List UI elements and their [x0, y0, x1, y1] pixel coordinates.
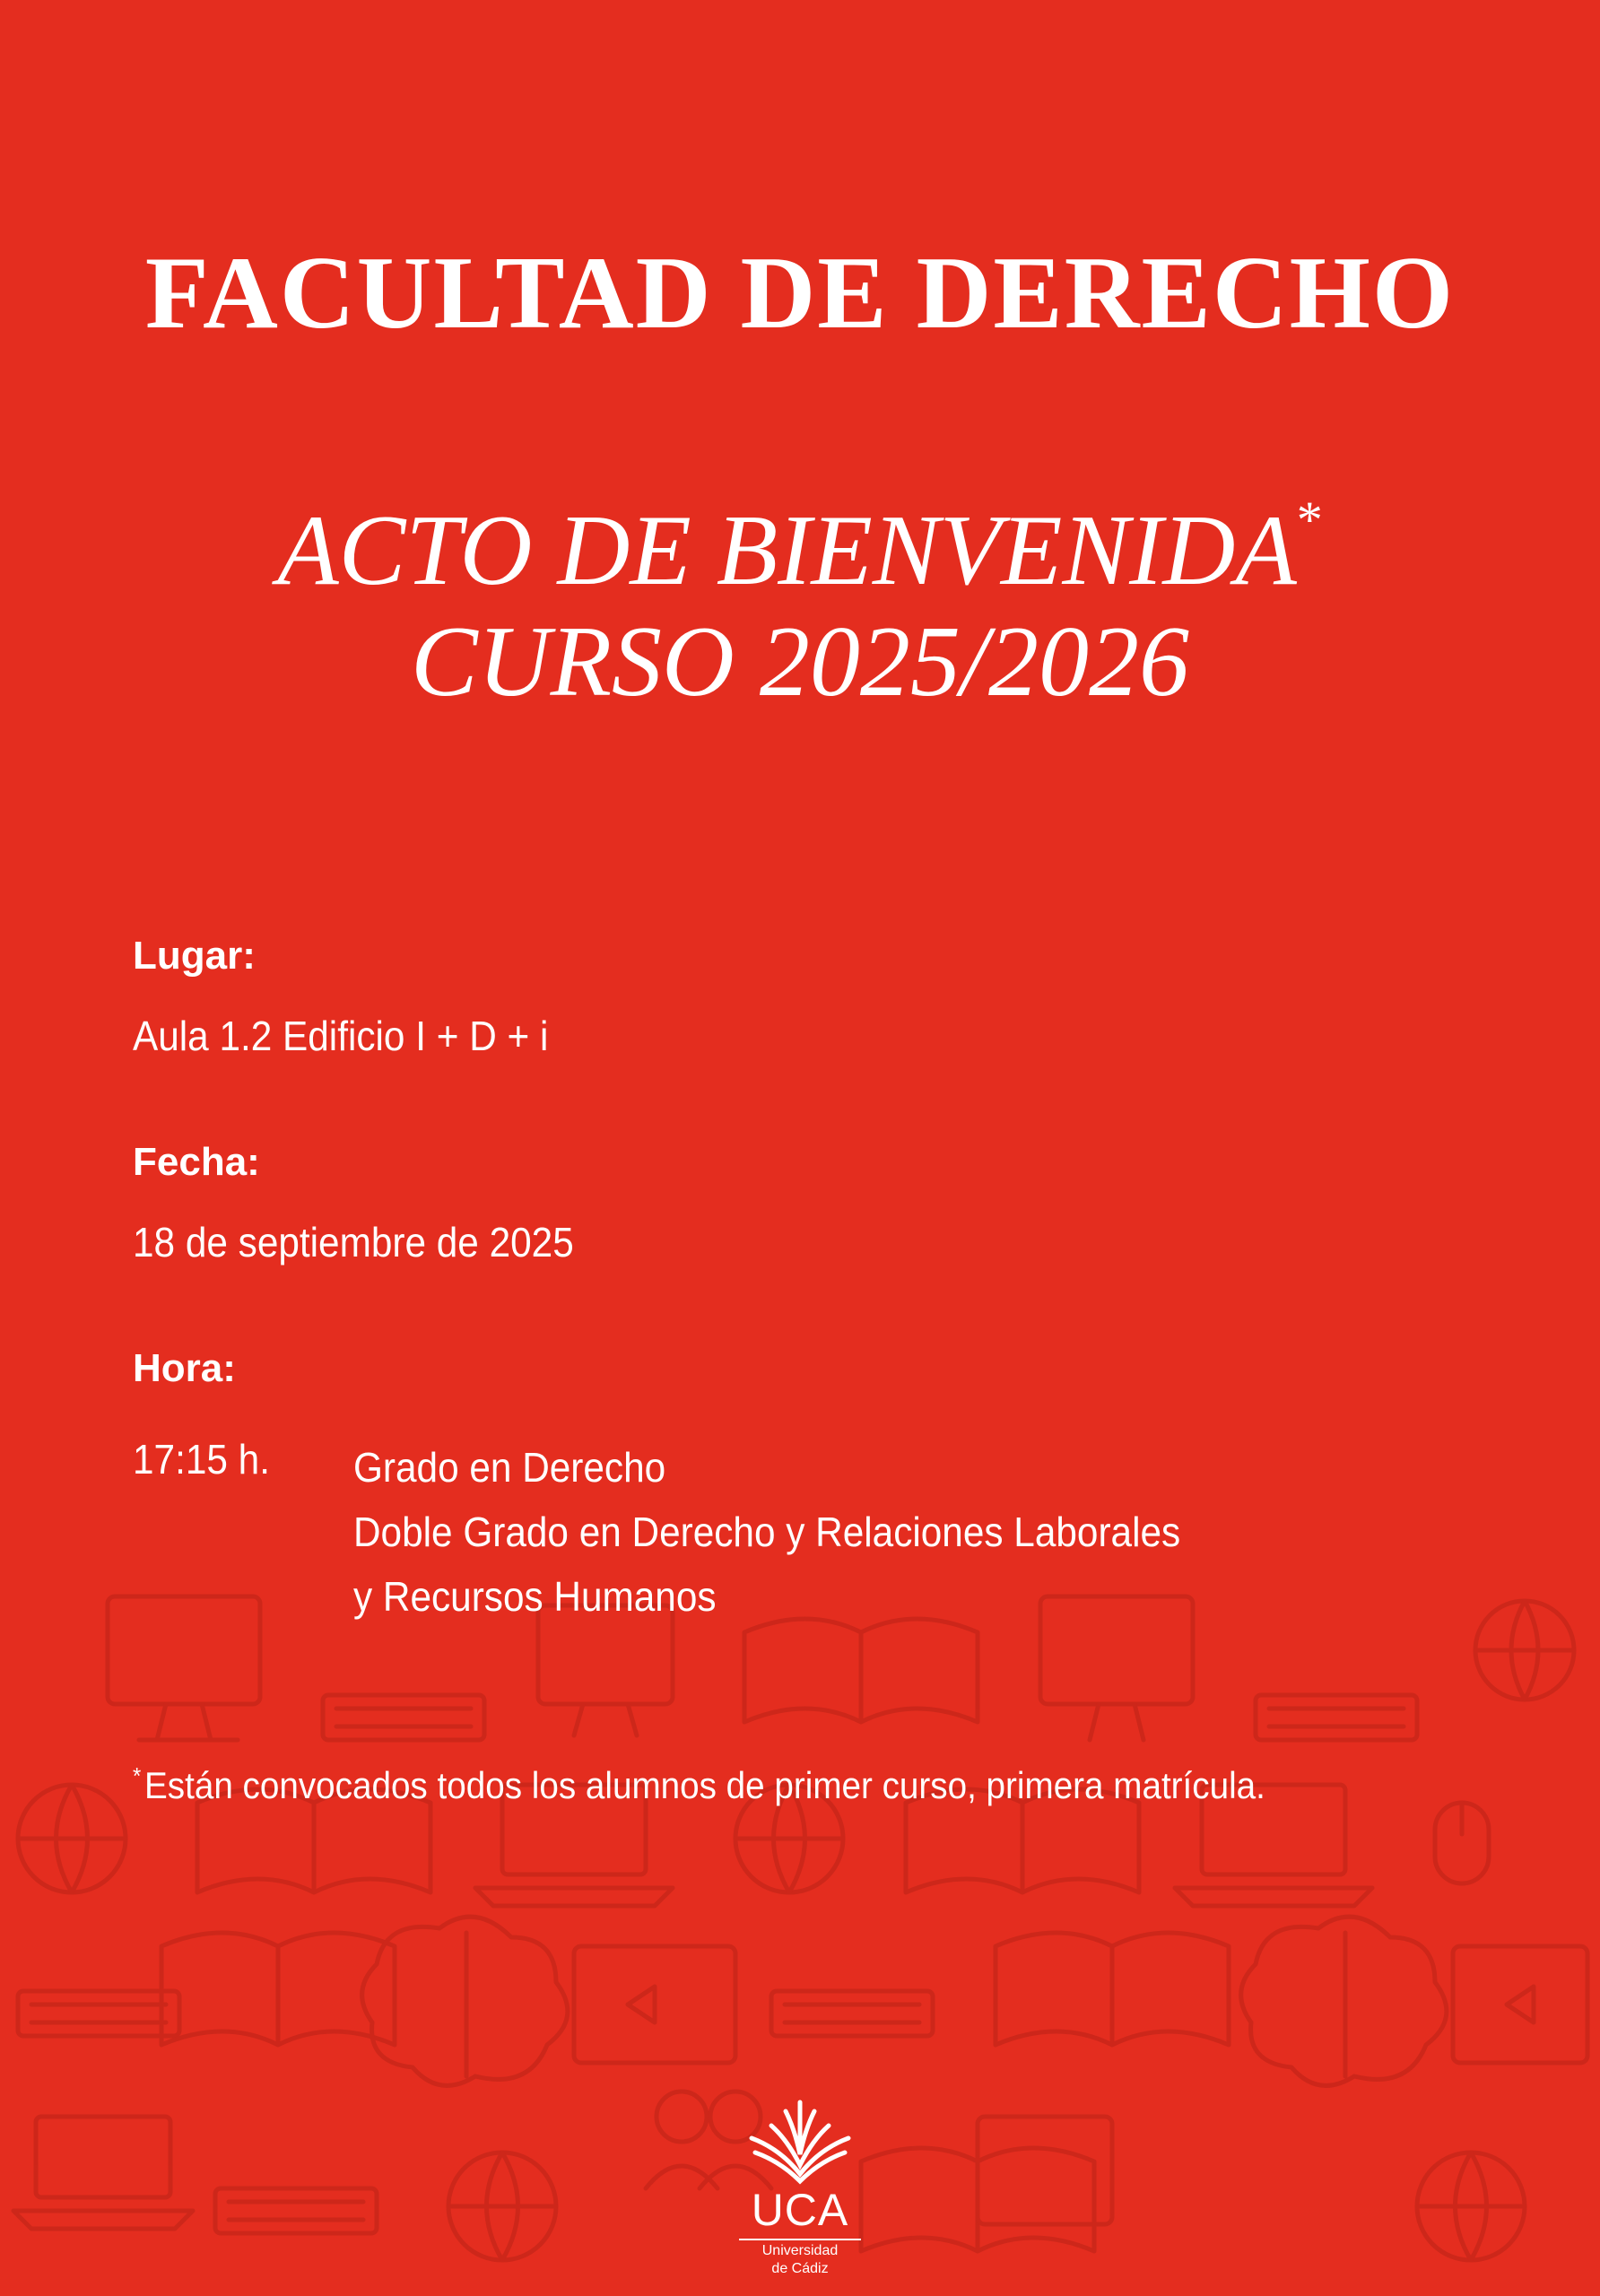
uca-name	[717, 2242, 883, 2278]
book-icon	[996, 1933, 1229, 2045]
keyboard-icon	[215, 2188, 377, 2233]
fecha-label: Fecha:	[133, 1140, 260, 1184]
uca-emblem-icon	[744, 2099, 856, 2185]
book-icon	[744, 1619, 978, 1722]
book-icon	[161, 1933, 395, 2045]
event-heading	[0, 465, 1600, 718]
logo-divider	[739, 2239, 861, 2240]
monitor-icon	[574, 1946, 735, 2063]
lugar-value: Aula 1.2 Edificio I + D + i	[133, 1013, 549, 1059]
mouse-icon	[1435, 1803, 1489, 1883]
laptop-icon	[13, 2117, 193, 2229]
brain-icon	[1241, 1917, 1447, 2085]
globe-icon	[18, 1785, 126, 1892]
uca-acronym: UCA	[751, 2185, 849, 2235]
event-title-line	[0, 465, 1600, 606]
uca-logo	[717, 2099, 883, 2278]
program-item: Grado en Derecho	[353, 1444, 666, 1491]
keyboard-icon	[18, 1991, 179, 2036]
footnote	[133, 1751, 1265, 1811]
uca-name-line2: de Cádiz	[771, 2261, 829, 2276]
globe-icon	[1475, 1601, 1574, 1700]
monitor-icon	[108, 1596, 260, 1740]
globe-icon	[1417, 2152, 1525, 2260]
program-item: y Recursos Humanos	[353, 1573, 717, 1620]
faculty-title: FACULTAD DE DERECHO	[144, 236, 1456, 351]
event-asterisk: *	[1296, 491, 1323, 549]
event-course: CURSO 2025/2026	[411, 606, 1189, 718]
footnote-text: Están convocados todos los alumnos de primer curso, primera matrícula.	[143, 1764, 1265, 1806]
keyboard-icon	[323, 1695, 484, 1740]
hora-time: 17:15 h.	[133, 1436, 270, 1483]
footnote-marker: *	[133, 1762, 142, 1789]
hora-label: Hora:	[133, 1346, 236, 1390]
uca-name-line1: Universidad	[761, 2243, 839, 2258]
program-list	[353, 1435, 1180, 1629]
program-item: Doble Grado en Derecho y Relaciones Laborales	[353, 1509, 1181, 1555]
keyboard-icon	[771, 1991, 933, 2036]
globe-icon	[448, 2152, 556, 2260]
event-title: ACTO DE BIENVENIDA	[277, 495, 1297, 606]
keyboard-icon	[1256, 1695, 1417, 1740]
fecha-value: 18 de septiembre de 2025	[133, 1219, 574, 1265]
lugar-label: Lugar:	[133, 934, 256, 978]
monitor-icon	[1453, 1946, 1587, 2063]
